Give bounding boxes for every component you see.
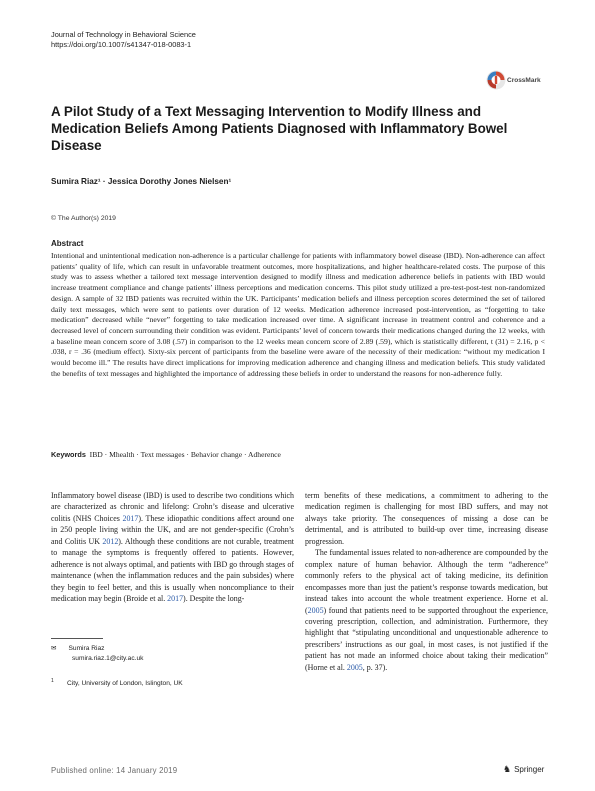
journal-name: Journal of Technology in Behavioral Science	[51, 30, 196, 39]
keywords-label: Keywords	[51, 450, 86, 459]
citation-link[interactable]: 2017	[167, 594, 184, 604]
text-run: , p. 37).	[362, 662, 388, 672]
body-column-right	[305, 490, 548, 673]
article-title: A Pilot Study of a Text Messaging Intervention to Modify Illness and Medication Beliefs Among Patients Diagnosed with Inflammatory Bowel Disease	[51, 104, 508, 153]
text-run: Inflammatory bowel disease (IBD) is used to describe two conditions which are characterized as chronic and lifelong: Crohn’s disease and ulcerative colitis (NHS Choices	[51, 491, 294, 523]
affiliation-number: 1	[51, 678, 54, 684]
keywords-line	[51, 450, 281, 459]
paragraph	[305, 547, 548, 673]
envelope-icon: ✉	[51, 645, 57, 652]
text-run: ). Despite the long-	[183, 594, 245, 604]
text-run: The fundamental issues related to non-adherence are compounded by the complex nature of human behavior. Although the term “adherence” commonly refers to the physical act of taking medicine, its definition encompasses more than just the patient’s response towards medication, but instead takes into account the whole treatment experience. Horne et al. (	[305, 548, 548, 615]
journal-doi[interactable]: https://doi.org/10.1007/s41347-018-0083-1	[51, 40, 192, 50]
footnote-divider	[51, 638, 103, 639]
publisher-logo	[503, 764, 544, 775]
crossmark-badge[interactable]	[486, 70, 548, 96]
text-run: ). These idiopathic conditions affect around one in 250 people living within the UK, and are not gender-specific (Crohn’s and Colitis UK	[51, 513, 294, 546]
author-list: Sumira Riaz¹ · Jessica Dorothy Jones Nielsen¹	[51, 177, 232, 186]
publisher-name: Springer	[514, 765, 545, 774]
citation-link[interactable]: 2005	[346, 662, 363, 672]
crossmark-icon	[486, 70, 506, 90]
text-run: ) found that patients need to be supported throughout the experience, covering prescription, collection, and administration. Furthermore, they highlight that “stipulating unconditional and unquestionable adherence to prescribers’ instructions as our goal, in most cases, is not justified if the patient has not made an informed choice about taking their medication” (Horne et al.	[305, 605, 548, 672]
copyright-notice: © The Author(s) 2019	[51, 215, 116, 222]
published-date: Published online: 14 January 2019	[51, 766, 178, 775]
paragraph: term benefits of these medications, a commitment to adhering to the medication regimen is challenging for most IBD suffers, and may not always take priority. The consequences of missing a dose can be detrimental, and is attributed to build-up over time, increasing disease progression.	[305, 491, 548, 546]
body-column-left	[51, 490, 294, 605]
crossmark-label: CrossMark	[507, 77, 541, 84]
citation-link[interactable]: 2012	[102, 536, 119, 546]
corresponding-author	[51, 644, 143, 664]
affiliation-text: City, University of London, Islington, UK	[67, 680, 183, 688]
corresponding-name: Sumira Riaz	[68, 645, 105, 652]
springer-horse-icon: ♞	[503, 764, 512, 774]
citation-link[interactable]: 2005	[307, 605, 324, 615]
citation-link[interactable]: 2017	[122, 513, 139, 523]
paragraph	[51, 490, 294, 605]
abstract-text: Intentional and unintentional medication non-adherence is a particular challenge for patients with inflammatory bowel disease (IBD). Non-adherence can affect patients’ quality of life, which can result in unfavorable treatment outcomes, more hospitalizations, and higher healthcare-related costs. The purpose of this study was to assess whether a tailored text message intervention designed to modify illness and medication adherence beliefs in patients with IBD would increase treatment compliance and change patients’ illness perceptions and medication concerns. This pilot study utilized a pre-test-post-test non-randomized design. A sample of 32 IBD patients was recruited within the UK. Participants’ medication beliefs and illness perception scores determined the set of tailored daily text messages, which were sent to patients over duration of 12 weeks. Medication adherence increased post-intervention, as “forgetting to take medication” decreased while “never” forgetting to take medication increased over time. A significant increase in treatment control and coherence and a decreased level of concern surrounding their condition was evident. Participants’ level of concern towards their medications changed during the 12 weeks, with a baseline mean concern score of 3.08 (.57) in comparison to the 12 weeks mean concern score of 2.89 (.59), which is statistically different, t (31) = 2.16, p < .038, r = .36 (medium effect). Sixty-six percent of participants from the baseline were aware of the necessity of their medication: “without my medication I would become ill.” The results have direct implications for improving medication adherence and changing illness and medication beliefs. This study validated the benefits of text messages and highlighted the importance of addressing these beliefs in order to understand the reasons for non-adherence fully.	[51, 251, 545, 378]
affiliation	[51, 678, 183, 687]
journal-header	[51, 30, 196, 51]
text-run: ). Although these conditions are not curable, treatment to manage the symptoms is frequently offered to patients. However, adherence is not always optimal, and patients with IBD go through stages of maintenance (when the inflammation reduces and the pain subsides) where they begin to feel better, and this is usually when noncompliance to their medication may begin (Broide et al.	[51, 536, 294, 604]
corresponding-email[interactable]: sumira.riaz.1@city.ac.uk	[72, 655, 144, 662]
keywords-list: IBD · Mhealth · Text messages · Behavior change · Adherence	[89, 450, 281, 459]
abstract-heading: Abstract	[51, 239, 84, 248]
